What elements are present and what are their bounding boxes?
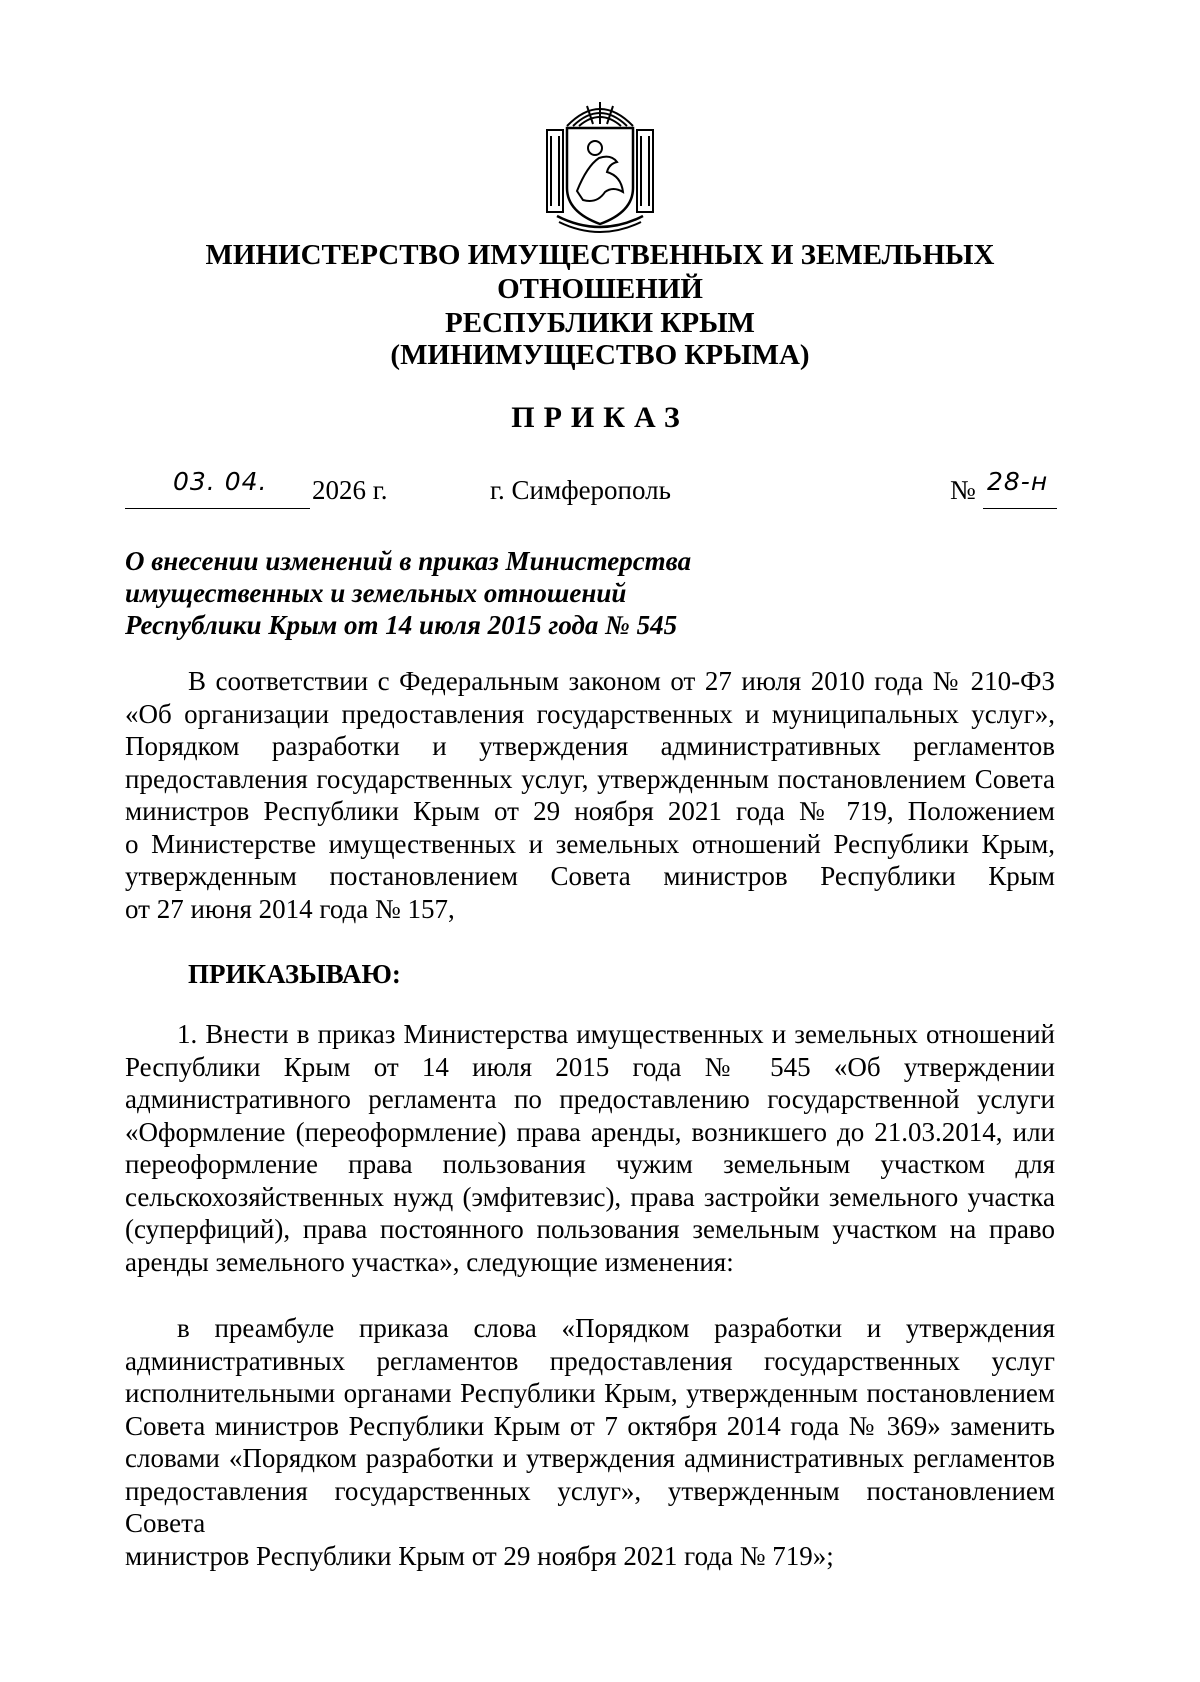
text-line: в преамбуле приказа слова «Порядком разработки и утверждения — [177, 1313, 1055, 1343]
text-line: переоформление права пользования чужим земельным участком для — [125, 1149, 1055, 1179]
text-line: Республики Крым от 14 июля 2015 года № 545 «Об утверждении — [125, 1051, 1055, 1082]
text-line: утвержденным постановлением Совета министров Республики Крым — [125, 861, 1055, 891]
document-subject — [125, 545, 745, 641]
coat-of-arms-icon — [537, 96, 663, 238]
ministry-name-line1: МИНИСТЕРСТВО ИМУЩЕСТВЕННЫХ И ЗЕМЕЛЬНЫХ ОТНОШЕНИЙ — [205, 239, 995, 305]
text-line: о Министерстве имущественных и земельных отношений Республики Крым, — [125, 828, 1055, 859]
preamble-paragraph — [125, 665, 1055, 925]
number-label: № — [950, 475, 976, 505]
subject-line: Республики Крым от 14 июля 2015 года № 545 — [125, 610, 678, 640]
text-line: аренды земельного участка», следующие изменения: — [125, 1246, 734, 1277]
orders-heading: ПРИКАЗЫВАЮ: — [188, 959, 401, 989]
subject-line: О внесении изменений в приказ Министерства — [125, 546, 692, 576]
item-1-paragraph — [125, 1018, 1055, 1278]
text-line: 1. Внести в приказ Министерства имущественных и земельных отношений — [177, 1019, 1055, 1049]
text-line: предоставления государственных услуг», утвержденным постановлением Совета — [125, 1475, 1055, 1538]
ministry-name-line2: РЕСПУБЛИКИ КРЫМ — [445, 307, 755, 339]
date-year: 2026 г. — [312, 475, 388, 505]
city: г. Симферополь — [490, 475, 671, 505]
text-line: Совета министров Республики Крым от 7 октября 2014 года № 369» заменить — [125, 1410, 1055, 1441]
handwritten-number: 28-н — [987, 467, 1049, 496]
text-line: исполнительными органами Республики Крым, утвержденным постановлением — [125, 1378, 1055, 1408]
document-type-title: ПРИКАЗ — [511, 401, 689, 434]
date-number-row — [125, 468, 1055, 512]
text-line: «Оформление (переоформление) права аренды, возникшего до 21.03.2014, или — [125, 1116, 1055, 1147]
text-line: административного регламента по предоставлению государственной услуги — [125, 1084, 1055, 1114]
text-line: министров Республики Крым от 29 ноября 2021 года № 719»; — [125, 1540, 834, 1571]
text-line: сельскохозяйственных нужд (эмфитевзис), права застройки земельного участка — [125, 1181, 1055, 1212]
text-line: словами «Порядком разработки и утверждения административных регламентов — [125, 1443, 1055, 1473]
text-line: административных регламентов предоставления государственных услуг — [125, 1345, 1055, 1376]
ministry-name — [100, 238, 1100, 340]
item-1-subparagraph — [125, 1312, 1055, 1572]
text-line: (суперфиций), права постоянного пользования земельным участком на право — [125, 1214, 1055, 1244]
text-line: министров Республики Крым от 29 ноября 2021 года № 719, Положением — [125, 796, 1055, 826]
text-line: Порядком разработки и утверждения административных регламентов — [125, 731, 1055, 761]
text-line: предоставления государственных услуг, утвержденным постановлением Совета — [125, 763, 1055, 794]
text-line: от 27 июня 2014 года № 157, — [125, 893, 455, 924]
ministry-short-name: (МИНИМУЩЕСТВО КРЫМА) — [390, 339, 810, 371]
text-line: «Об организации предоставления государственных и муниципальных услуг», — [125, 698, 1055, 729]
handwritten-date: 03. 04. — [173, 467, 268, 496]
subject-line: имущественных и земельных отношений — [125, 578, 627, 608]
text-line: В соответствии с Федеральным законом от 27 июля 2010 года № 210-ФЗ — [188, 666, 1055, 696]
